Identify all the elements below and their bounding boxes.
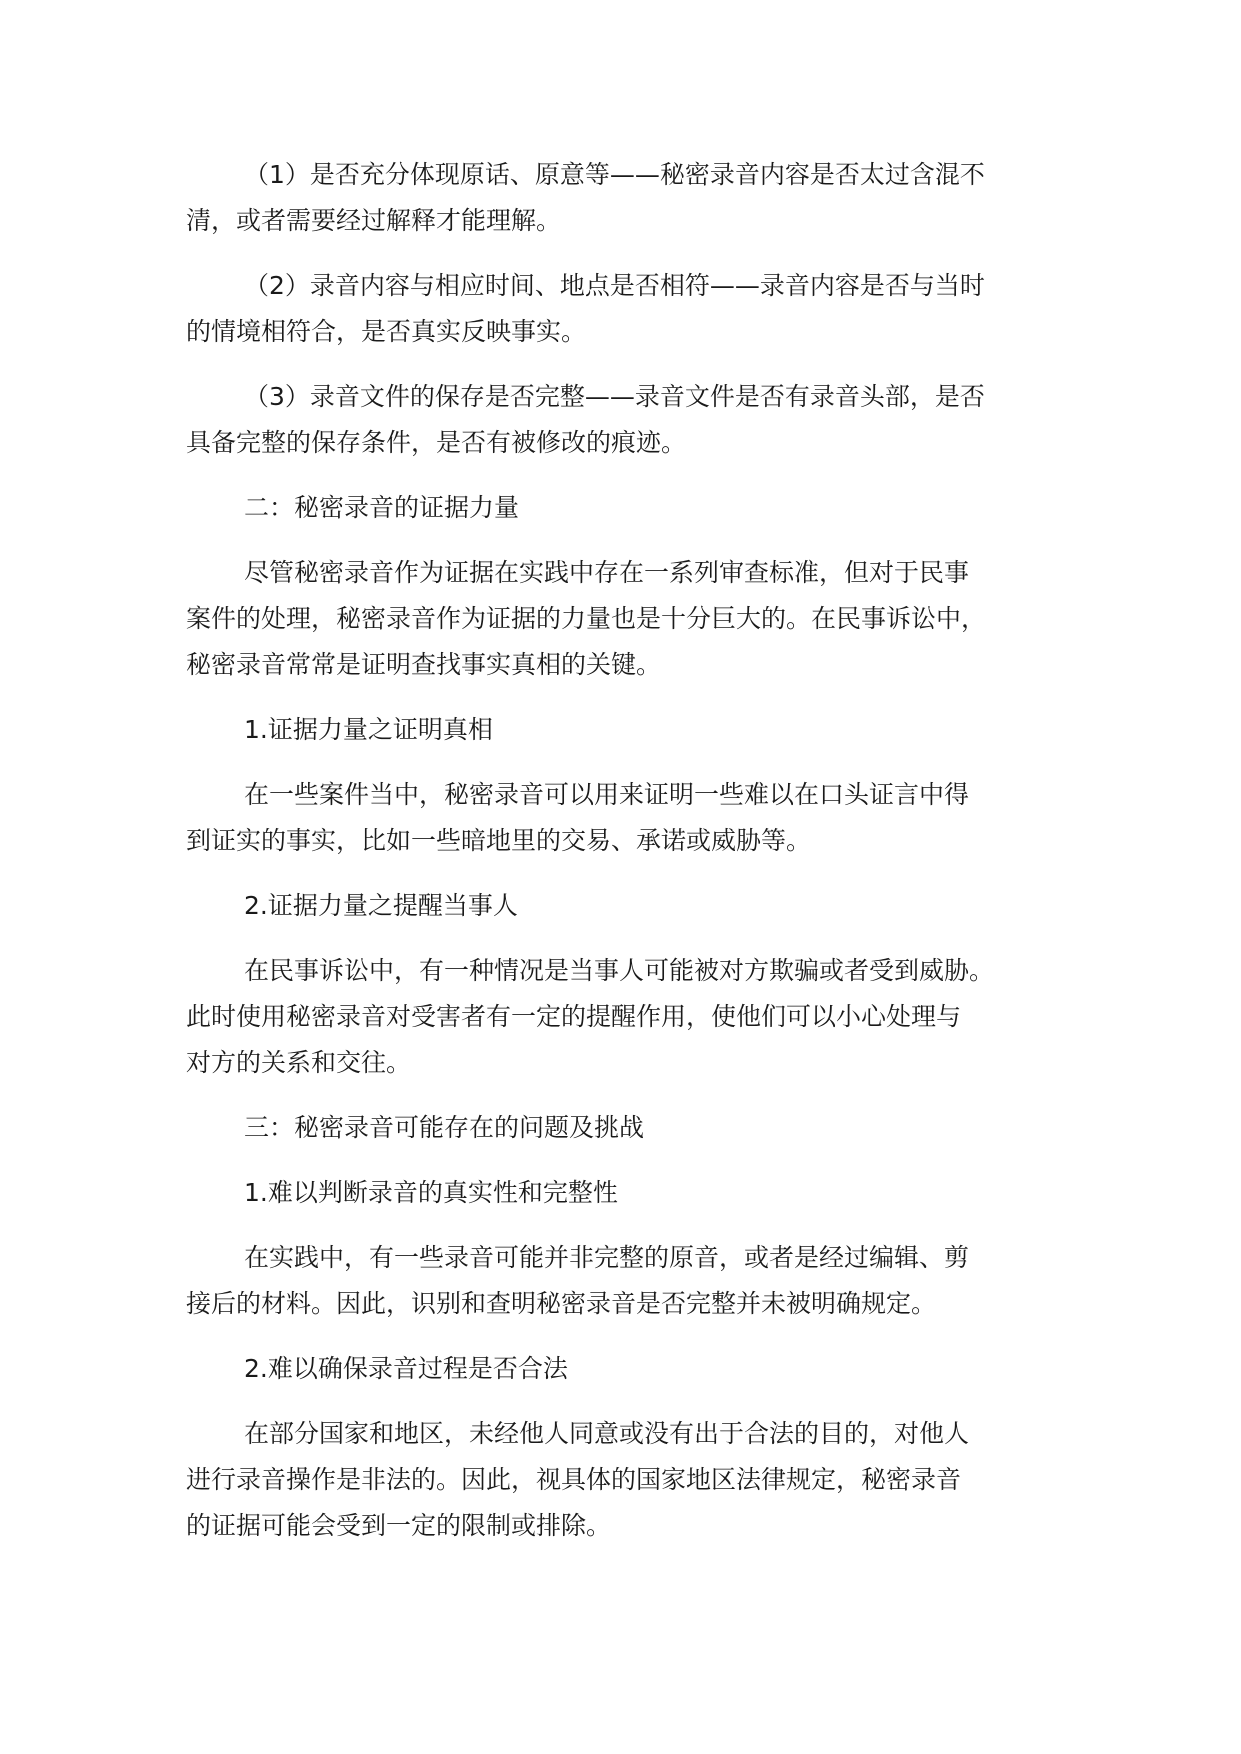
paragraph-line: 的证据可能会受到一定的限制或排除。 <box>186 1511 612 1540</box>
paragraph-check-file-integrity <box>186 374 1076 466</box>
paragraph-line: 在一些案件当中，秘密录音可以用来证明一些难以在口头证言中得 <box>244 780 970 809</box>
document-body <box>186 152 1076 1568</box>
paragraph-line: 接后的材料。因此，识别和查明秘密录音是否完整并未被明确规定。 <box>186 1289 937 1318</box>
paragraph-evidence-power-intro <box>186 550 1076 688</box>
paragraph-line: 此时使用秘密录音对受害者有一定的提醒作用，使他们可以小心处理与 <box>186 1002 962 1031</box>
paragraph-line: （3）录音文件的保存是否完整——录音文件是否有录音头部，是否 <box>244 382 985 411</box>
section-heading: 二：秘密录音的证据力量 <box>244 493 520 522</box>
paragraph-line: 对方的关系和交往。 <box>186 1048 412 1077</box>
paragraph-line: 具备完整的保存条件，是否有被修改的痕迹。 <box>186 428 687 457</box>
paragraph-line: 在民事诉讼中，有一种情况是当事人可能被对方欺骗或者受到威胁。 <box>244 956 995 985</box>
subheading-legality <box>186 1346 1076 1392</box>
paragraph-line: 秘密录音常常是证明查找事实真相的关键。 <box>186 650 662 679</box>
paragraph-check-time-place <box>186 263 1076 355</box>
section-heading: 三：秘密录音可能存在的问题及挑战 <box>244 1113 645 1142</box>
subheading-remind-party <box>186 883 1076 929</box>
paragraph-line: （2）录音内容与相应时间、地点是否相符——录音内容是否与当时 <box>244 271 985 300</box>
section-heading-problems <box>186 1105 1076 1151</box>
subheading: 2.难以确保录音过程是否合法 <box>244 1354 568 1383</box>
paragraph-line: 清，或者需要经过解释才能理解。 <box>186 206 562 235</box>
paragraph-line: （1）是否充分体现原话、原意等——秘密录音内容是否太过含混不 <box>244 160 985 189</box>
paragraph-prove-truth <box>186 772 1076 864</box>
subheading: 2.证据力量之提醒当事人 <box>244 891 518 920</box>
subheading-authenticity <box>186 1170 1076 1216</box>
paragraph-line: 到证实的事实，比如一些暗地里的交易、承诺或威胁等。 <box>186 826 812 855</box>
subheading: 1.证据力量之证明真相 <box>244 715 493 744</box>
paragraph-check-original-meaning <box>186 152 1076 244</box>
paragraph-remind-party <box>186 948 1076 1086</box>
subheading: 1.难以判断录音的真实性和完整性 <box>244 1178 618 1207</box>
paragraph-line: 在部分国家和地区，未经他人同意或没有出于合法的目的，对他人 <box>244 1419 970 1448</box>
paragraph-line: 的情境相符合，是否真实反映事实。 <box>186 317 587 346</box>
paragraph-line: 案件的处理，秘密录音作为证据的力量也是十分巨大的。在民事诉讼中， <box>186 604 987 633</box>
section-heading-evidence-power <box>186 485 1076 531</box>
paragraph-legality <box>186 1411 1076 1549</box>
subheading-prove-truth <box>186 707 1076 753</box>
paragraph-line: 尽管秘密录音作为证据在实践中存在一系列审查标准，但对于民事 <box>244 558 970 587</box>
paragraph-line: 在实践中，有一些录音可能并非完整的原音，或者是经过编辑、剪 <box>244 1243 970 1272</box>
paragraph-authenticity <box>186 1235 1076 1327</box>
paragraph-line: 进行录音操作是非法的。因此，视具体的国家地区法律规定，秘密录音 <box>186 1465 962 1494</box>
